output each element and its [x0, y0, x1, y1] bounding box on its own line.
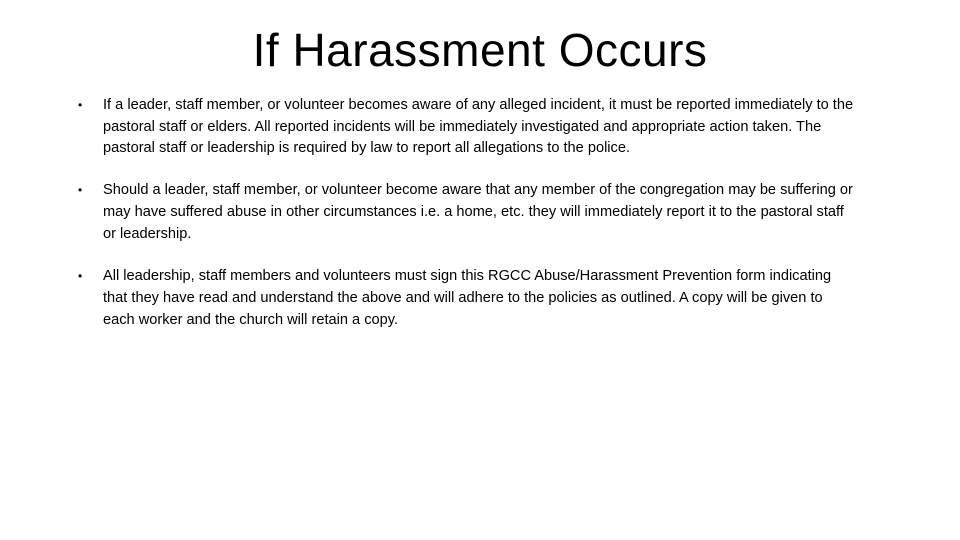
bullet-icon: •	[78, 98, 83, 112]
bullet-item-report-incident	[78, 95, 858, 160]
bullet-item-sign-form	[78, 266, 858, 331]
slide-title: If Harassment Occurs	[252, 24, 708, 76]
bullet-list	[78, 95, 858, 351]
bullet-text: If a leader, staff member, or volunteer becomes aware of any alleged incident, it must be reported immediately to the pastoral staff or elders. All reported incidents will be immediately investigated and appropriate action taken. The pastoral staff or leadership is required by law to report all allegations to the police.	[103, 97, 854, 157]
bullet-item-congregation-abuse	[78, 180, 858, 245]
bullet-text: All leadership, staff members and volunteers must sign this RGCC Abuse/Harassment Prevention form indicating that they have read and understand the above and will adhere to the policies as outlined. A copy will be given to each worker and the church will retain a copy.	[103, 268, 832, 328]
bullet-icon: •	[78, 269, 83, 284]
bullet-text: Should a leader, staff member, or volunteer become aware that any member of the congregation may be suffering or may have suffered abuse in other circumstances i.e. a home, etc. they will immediately report it to the pastoral staff or leadership.	[103, 182, 853, 242]
bullet-icon: •	[78, 183, 83, 198]
